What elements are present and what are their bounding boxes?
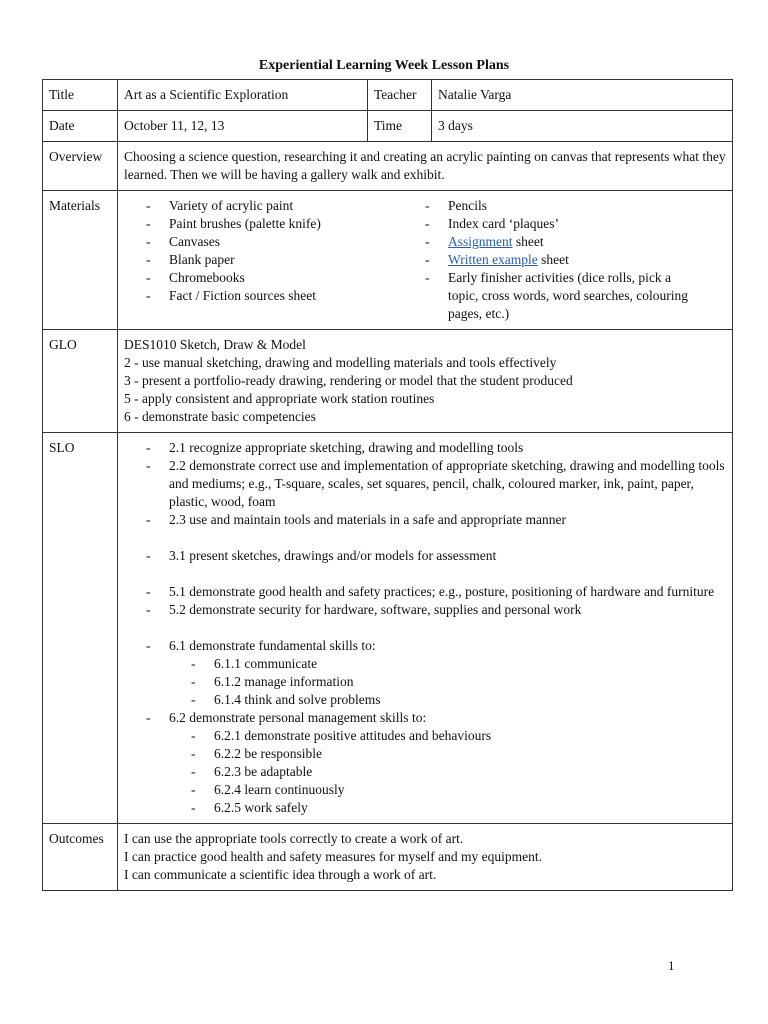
outcomes-label: Outcomes	[43, 824, 118, 891]
title-label: Title	[43, 80, 118, 111]
page-number: 1	[668, 958, 675, 973]
overview-text: Choosing a science question, researching it and creating an acrylic painting on canvas that represents what they learned. Then we will be having a gallery walk and exhibit.	[118, 142, 733, 191]
outcome-line: I can use the appropriate tools correctly to create a work of art.	[124, 831, 464, 846]
slo-sublist	[169, 727, 726, 817]
glo-line: 3 - present a portfolio-ready drawing, rendering or model that the student produced	[124, 373, 573, 388]
glo-line: 2 - use manual sketching, drawing and modelling materials and tools effectively	[124, 355, 557, 370]
sub-list-item: - 6.2.2 be responsible	[169, 745, 726, 763]
sub-list-item: - 6.2.1 demonstrate positive attitudes and behaviours	[169, 727, 726, 745]
outcomes-row	[43, 824, 733, 891]
title-row	[43, 80, 733, 111]
list-item: - 3.1 present sketches, drawings and/or models for assessment	[124, 547, 726, 565]
outcomes-cell	[118, 824, 733, 891]
lesson-plan-table	[42, 79, 733, 891]
materials-list-right	[403, 197, 704, 323]
title-value: Art as a Scientific Exploration	[118, 80, 368, 111]
slo-list	[124, 439, 726, 529]
list-item: - Canvases	[124, 233, 425, 251]
glo-line: DES1010 Sketch, Draw & Model	[124, 337, 306, 352]
slo-list	[124, 637, 726, 817]
assignment-link[interactable]: Assignment	[448, 234, 513, 249]
list-item	[403, 233, 704, 251]
materials-row	[43, 191, 733, 330]
list-item	[124, 709, 726, 817]
list-item: - Pencils	[403, 197, 704, 215]
list-item: - 2.1 recognize appropriate sketching, drawing and modelling tools	[124, 439, 726, 457]
teacher-label: Teacher	[368, 80, 432, 111]
glo-line: 6 - demonstrate basic competencies	[124, 409, 316, 424]
glo-label: GLO	[43, 330, 118, 433]
sub-list-item: - 6.1.4 think and solve problems	[169, 691, 726, 709]
sub-list-item: - 6.1.2 manage information	[169, 673, 726, 691]
slo-cell	[118, 433, 733, 824]
list-item: - Variety of acrylic paint	[124, 197, 425, 215]
overview-label: Overview	[43, 142, 118, 191]
slo-label: SLO	[43, 433, 118, 824]
time-value: 3 days	[432, 111, 733, 142]
list-item: - Fact / Fiction sources sheet	[124, 287, 425, 305]
slo-list	[124, 547, 726, 565]
list-item: - 5.2 demonstrate security for hardware, software, supplies and personal work	[124, 601, 726, 619]
date-label: Date	[43, 111, 118, 142]
glo-line: 5 - apply consistent and appropriate work station routines	[124, 391, 435, 406]
sub-list-item: - 6.1.1 communicate	[169, 655, 726, 673]
list-item-text: 6.1 demonstrate fundamental skills to:	[169, 638, 376, 653]
list-item: - 2.2 demonstrate correct use and implementation of appropriate sketching, drawing and modelling tools and mediums; e.g., T-square, scales, set squares, pencil, chalk, coloured marker, ink, paint, paper, plastic, wood, foam	[124, 457, 726, 511]
outcome-line: I can practice good health and safety measures for myself and my equipment.	[124, 849, 542, 864]
materials-list-left	[124, 197, 425, 323]
list-item: - 2.3 use and maintain tools and materials in a safe and appropriate manner	[124, 511, 726, 529]
list-item	[403, 251, 704, 269]
teacher-value: Natalie Varga	[432, 80, 733, 111]
list-item-text: sheet	[537, 252, 569, 267]
date-row	[43, 111, 733, 142]
materials-cell	[118, 191, 733, 330]
slo-sublist	[169, 655, 726, 709]
list-item: - Chromebooks	[124, 269, 425, 287]
slo-list	[124, 583, 726, 619]
list-item: - Paint brushes (palette knife)	[124, 215, 425, 233]
list-item	[124, 637, 726, 709]
sub-list-item: - 6.2.5 work safely	[169, 799, 726, 817]
list-item: - 5.1 demonstrate good health and safety practices; e.g., posture, positioning of hardware and furniture	[124, 583, 726, 601]
time-label: Time	[368, 111, 432, 142]
document-title: Experiential Learning Week Lesson Plans	[258, 58, 510, 73]
sub-list-item: - 6.2.3 be adaptable	[169, 763, 726, 781]
list-item: - Index card ‘plaques’	[403, 215, 704, 233]
materials-label: Materials	[43, 191, 118, 330]
outcome-line: I can communicate a scientific idea through a work of art.	[124, 867, 437, 882]
list-item: - Early finisher activities (dice rolls, pick a topic, cross words, word searches, colouring pages, etc.)	[403, 269, 704, 323]
glo-row	[43, 330, 733, 433]
list-item-text: sheet	[512, 234, 544, 249]
written-example-link[interactable]: Written example	[448, 252, 538, 267]
overview-row	[43, 142, 733, 191]
date-value: October 11, 12, 13	[118, 111, 368, 142]
sub-list-item: - 6.2.4 learn continuously	[169, 781, 726, 799]
glo-cell	[118, 330, 733, 433]
slo-row	[43, 433, 733, 824]
list-item-text: 6.2 demonstrate personal management skills to:	[169, 710, 427, 725]
list-item: - Blank paper	[124, 251, 425, 269]
